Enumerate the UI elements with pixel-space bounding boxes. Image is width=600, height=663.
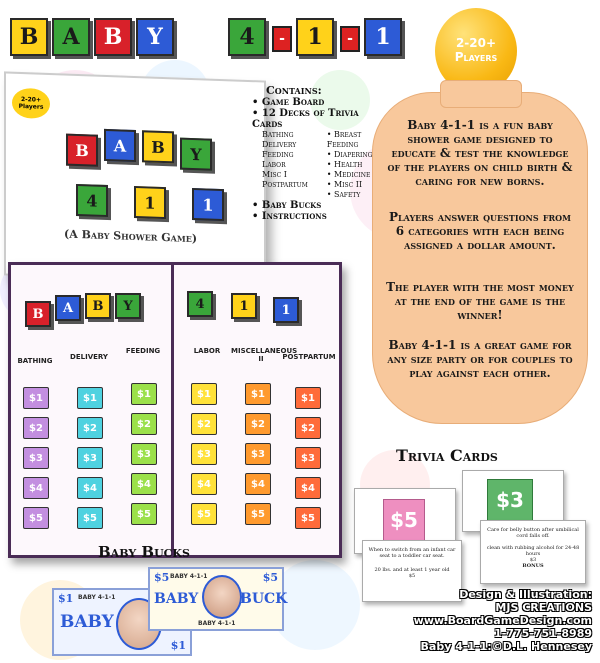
contents-item-baby-bucks: • Baby Bucks (252, 200, 322, 211)
baby-buck-five-label-bottom: BABY 4-1-1 (198, 620, 236, 627)
contents-item-instructions: • Instructions (252, 211, 327, 222)
contents-item-decks: • 12 Decks of Trivia Cards (252, 108, 359, 130)
board-square: $3 (295, 447, 321, 469)
board-category-misc: MISCELLANEOUS II (231, 347, 298, 363)
game-board (8, 262, 342, 558)
bottle-paragraph-2: Players answer questions from 6 categories with each being assigned a dollar amount. (389, 210, 571, 252)
board-square: $5 (131, 503, 157, 525)
title-block-4: 4 (228, 18, 266, 56)
box-block-1a: 1 (134, 186, 166, 219)
bottle-paragraph-3: The player with the most money at the end of the game is the winner! (386, 280, 574, 322)
board-square: $4 (23, 477, 49, 499)
board-square: $1 (131, 383, 157, 405)
trivia-card-question-2-answer: clean with rubbing alcohol for 24-48 hours (486, 545, 580, 557)
title-block-b2: B (94, 18, 132, 56)
baby-buck-five-value-corner: $5 (262, 571, 278, 584)
title-block-y: Y (136, 18, 174, 56)
contents-item-game-board: • Game Board (252, 97, 325, 108)
box-block-4: 4 (76, 184, 108, 217)
baby-buck-one-value: $1 (58, 592, 74, 605)
board-block-1a: 1 (231, 293, 257, 319)
board-block-b: B (25, 301, 51, 327)
board-block-b2: B (85, 293, 111, 319)
box-block-a: A (104, 129, 136, 162)
board-block-a: A (55, 295, 81, 321)
board-category-delivery: DELIVERY (70, 353, 108, 361)
credits-copyright: Baby 4-1-1:©D.L. Hennesey (420, 640, 592, 653)
box-block-b2: B (142, 130, 174, 163)
board-square: $1 (77, 387, 103, 409)
board-square: $3 (191, 443, 217, 465)
box-subtitle: (A Baby Shower Game) (64, 227, 198, 246)
title-block-1b: 1 (364, 18, 402, 56)
board-block-4: 4 (187, 291, 213, 317)
board-fold (171, 265, 174, 555)
board-square: $5 (295, 507, 321, 529)
title-block-b: B (10, 18, 48, 56)
board-square: $2 (245, 413, 271, 435)
baby-buck-five (148, 567, 288, 631)
board-block-y: Y (115, 293, 141, 319)
bottle-neck (440, 80, 522, 108)
board-square: $3 (131, 443, 157, 465)
credits-phone: 1-775-751-8989 (494, 627, 592, 640)
board-square: $1 (191, 383, 217, 405)
baby-buck-one-value-corner: $1 (170, 639, 186, 652)
players-badge-label: Players (454, 50, 498, 64)
trivia-card-green-value: $3 (487, 479, 533, 521)
trivia-heading: Trivia Cards (396, 446, 498, 465)
board-square: $1 (23, 387, 49, 409)
trivia-card-question-1-answer: 20 lbs. and at least 1 year old (374, 567, 450, 573)
board-square: $3 (77, 447, 103, 469)
board-square: $1 (295, 387, 321, 409)
board-block-1b: 1 (273, 297, 299, 323)
bottle-paragraph-4: Baby 4-1-1 is a great game for any size party or for couples to play against each other. (387, 338, 573, 380)
players-badge-count: 2-20+ (455, 36, 497, 50)
contents-list (252, 84, 392, 222)
board-square: $4 (191, 473, 217, 495)
title-dash-1: - (272, 26, 292, 52)
decks-left-column: Bathing Delivery Feeding Labor Misc I Postpartum (262, 130, 308, 189)
credits-website-link[interactable]: www.BoardGameDesign.com (413, 614, 592, 627)
board-square: $2 (77, 417, 103, 439)
trivia-card-question-2-bonus: BONUS (522, 563, 544, 569)
board-square: $3 (245, 443, 271, 465)
credits-line-1: Design & Illustration: (459, 588, 592, 601)
board-square: $4 (295, 477, 321, 499)
board-square: $1 (245, 383, 271, 405)
box-block-b: B (66, 134, 98, 167)
baby-buck-one-word: BABY (60, 612, 114, 632)
board-square: $5 (191, 503, 217, 525)
title-block-a: A (52, 18, 90, 56)
credits-line-2: MJS CREATIONS (495, 601, 592, 614)
box-badge: 2-20+ Players (12, 88, 50, 119)
credits (414, 588, 592, 653)
trivia-card-question-2-text: Care for belly button after umbilical cord falls off. (487, 527, 579, 539)
trivia-card-question-2-amount: $3 (529, 557, 537, 563)
trivia-card-question-1-text: When to switch from an infant car seat to a toddler car seat. (368, 547, 456, 559)
bottle-paragraph-1: Baby 4-1-1 is a fun baby shower game designed to educate & test the knowledge of the players on child birth & caring for new borns. (387, 118, 573, 188)
trivia-card-question-2 (480, 520, 586, 584)
baby-buck-five-label: BABY 4-1-1 (170, 573, 208, 580)
board-square: $4 (77, 477, 103, 499)
board-square: $2 (191, 413, 217, 435)
board-square: $2 (23, 417, 49, 439)
box-block-1b: 1 (192, 188, 224, 221)
board-square: $2 (295, 417, 321, 439)
decks-right-column: • Breast Feeding • Diapering • Health • Medicine • Misc II • Safety (326, 130, 373, 199)
baby-buck-five-word-buck: BUCK (240, 591, 288, 607)
board-category-labor: LABOR (193, 347, 221, 355)
title-block-1a: 1 (296, 18, 334, 56)
title-dash-2: - (340, 26, 360, 52)
board-square: $5 (245, 503, 271, 525)
board-square: $2 (131, 413, 157, 435)
board-category-bathing: BATHING (17, 357, 53, 365)
board-square: $4 (245, 473, 271, 495)
baby-buck-one-label: BABY 4-1-1 (78, 594, 116, 601)
game-box (4, 71, 266, 284)
board-square: $5 (77, 507, 103, 529)
box-block-y: Y (180, 138, 212, 171)
trivia-card-pink-value: $5 (383, 499, 425, 541)
board-category-postpartum: POSTPARTUM (282, 353, 336, 361)
baby-buck-five-word-baby: BABY (154, 591, 199, 607)
contents-heading: Contains: (266, 84, 322, 97)
board-square: $4 (131, 473, 157, 495)
board-square: $5 (23, 507, 49, 529)
board-square: $3 (23, 447, 49, 469)
baby-buck-five-photo (202, 575, 242, 619)
baby-bucks-heading: Baby Bucks (98, 543, 190, 561)
trivia-card-question-1-amount: $5 (408, 573, 416, 579)
board-category-feeding: FEEDING (125, 347, 161, 355)
baby-buck-five-value: $5 (154, 571, 170, 584)
